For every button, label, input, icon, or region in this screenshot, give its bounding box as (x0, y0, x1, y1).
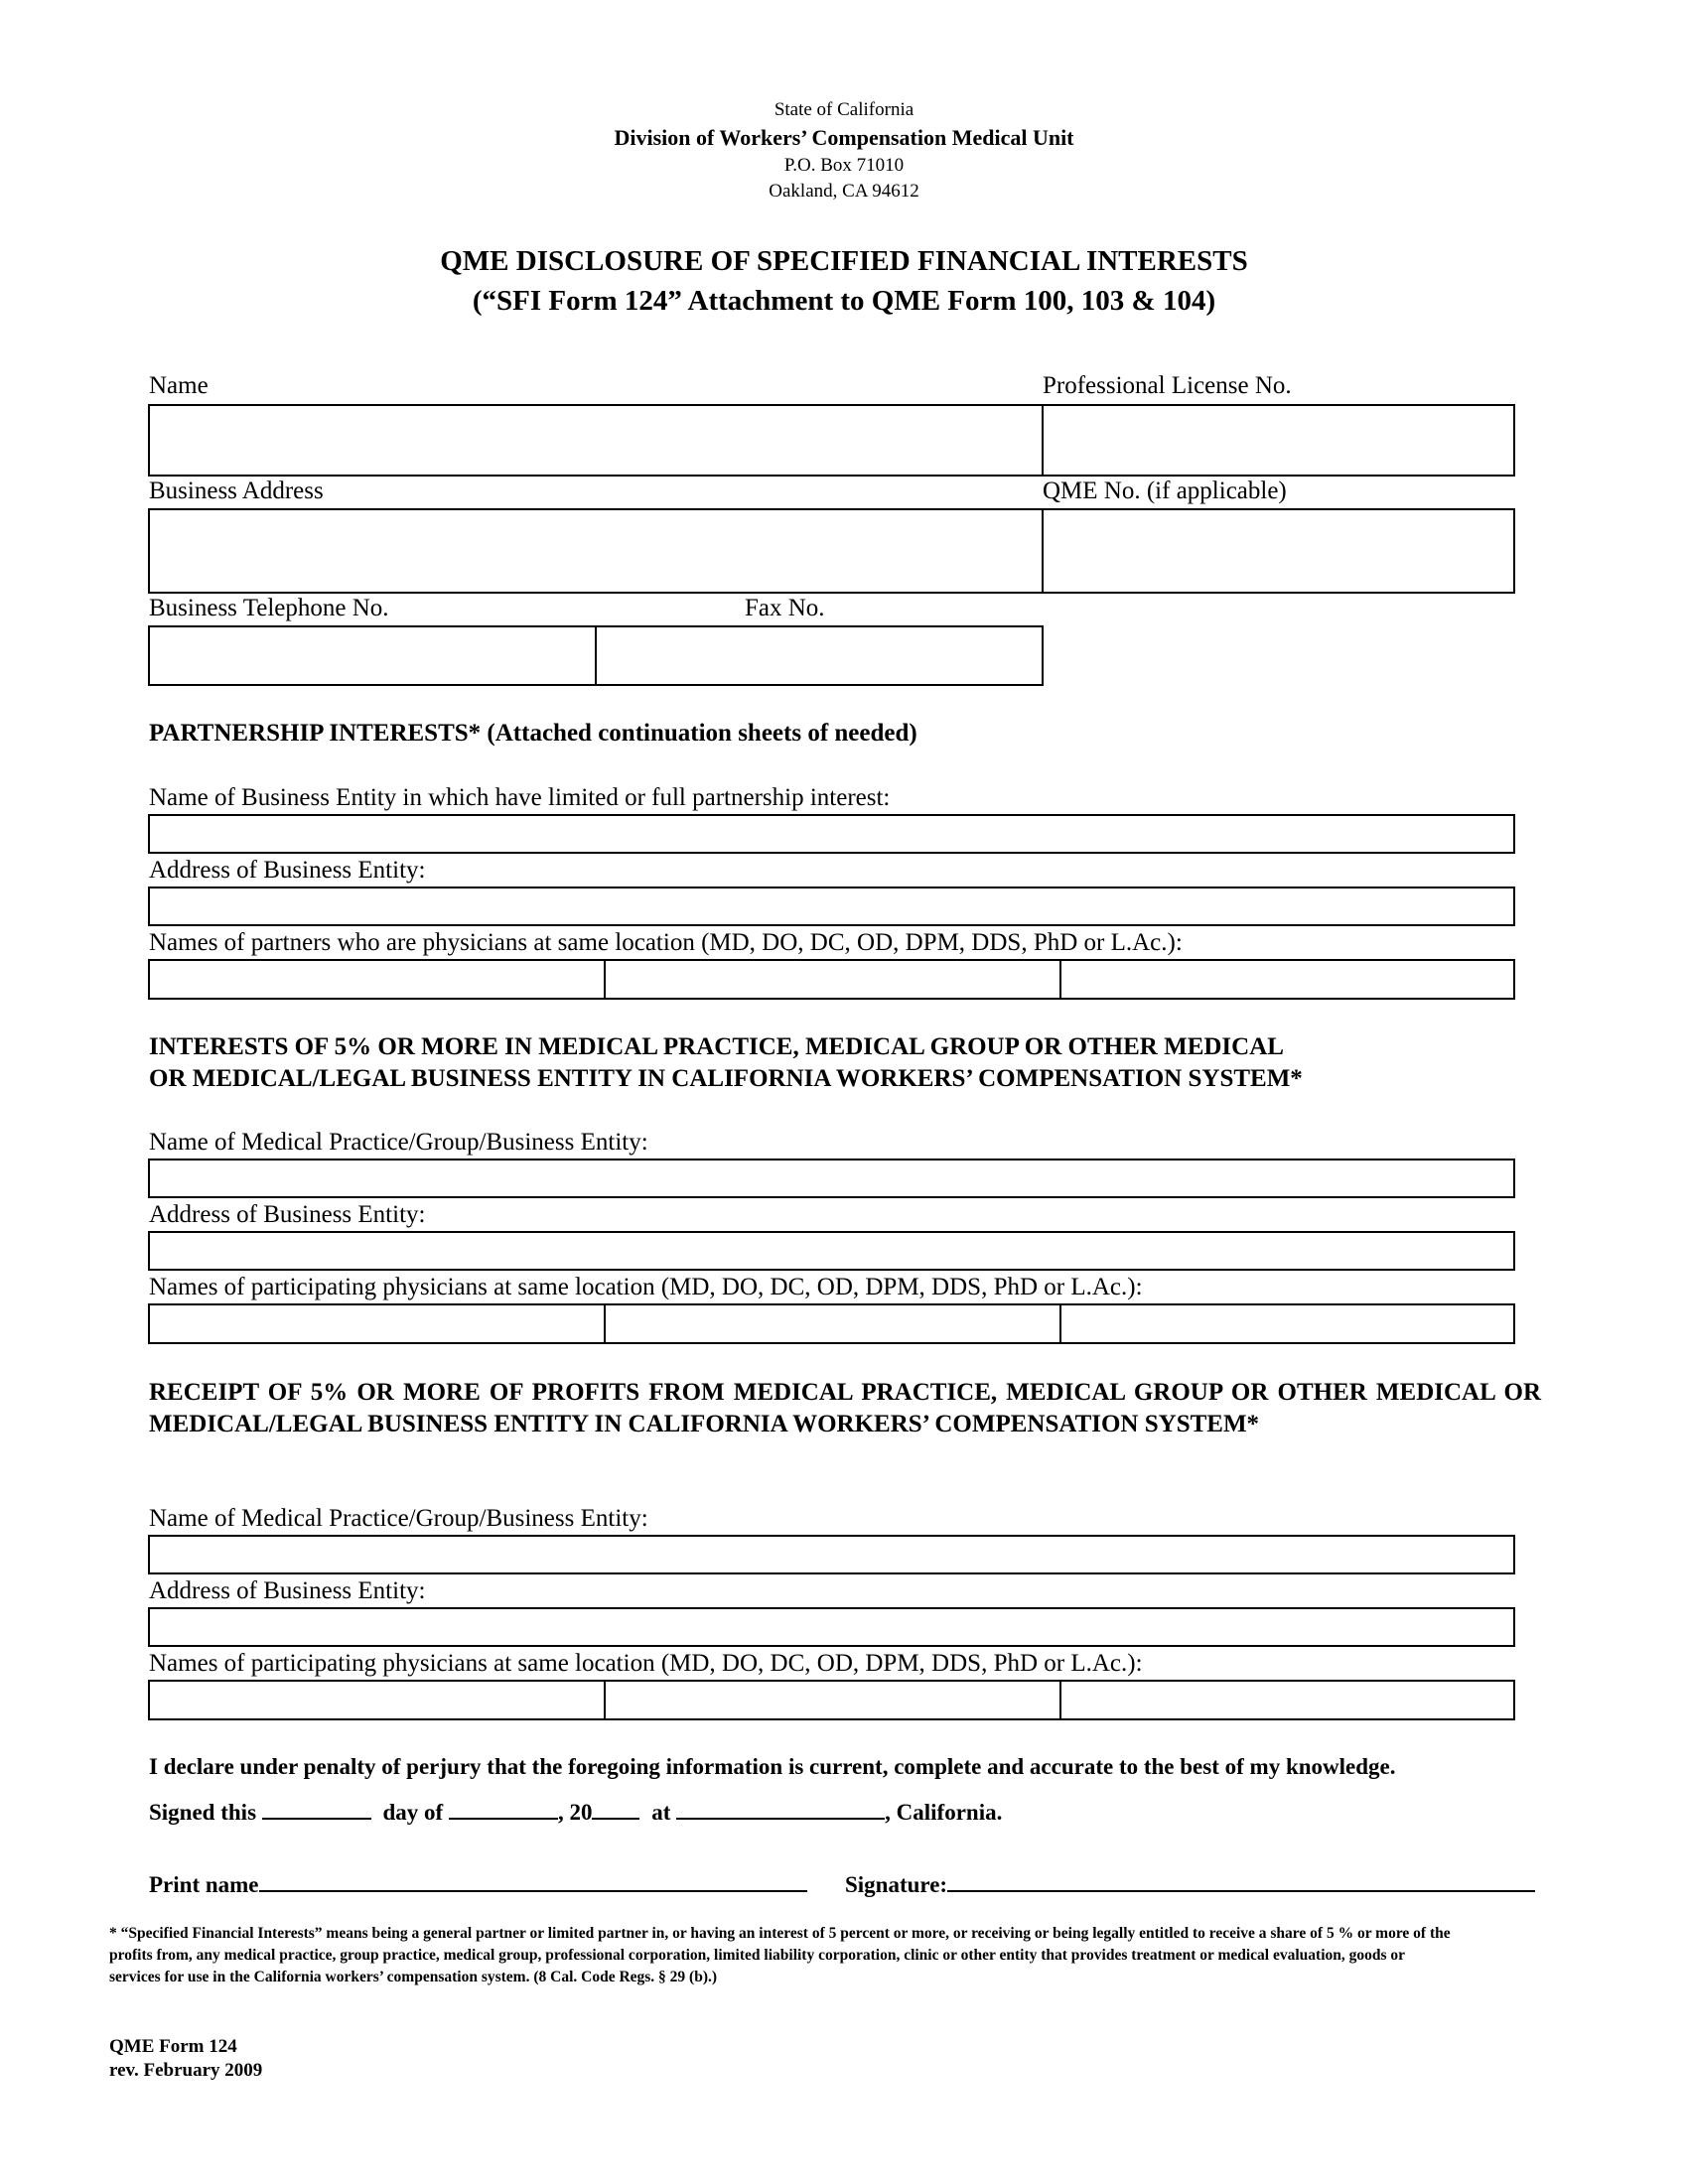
interests-physician-field-1[interactable] (148, 1303, 606, 1344)
name-label: Name (149, 372, 209, 399)
at-label: at (651, 1800, 671, 1825)
interests-physician-field-2[interactable] (604, 1303, 1061, 1344)
interests-physician-field-3[interactable] (1059, 1303, 1515, 1344)
day-of-label: day of (382, 1800, 444, 1825)
partnership-entity-field[interactable] (148, 814, 1515, 854)
receipt-heading: RECEIPT OF 5% OR MORE OF PROFITS FROM MEDICAL PRACTICE, MEDICAL GROUP OR OTHER MEDICAL OR MEDICAL/LEGAL BUSINESS ENTITY IN CALIFORNIA WORKERS’ COMPENSATION SYSTEM* (149, 1379, 1541, 1437)
header-state: State of California (774, 99, 914, 120)
receipt-physician-field-1[interactable] (148, 1680, 606, 1720)
receipt-address-label: Address of Business Entity: (149, 1577, 426, 1604)
header-po-box: P.O. Box 71010 (783, 155, 905, 176)
license-label: Professional License No. (1043, 372, 1292, 399)
receipt-physician-field-2[interactable] (604, 1680, 1061, 1720)
interests-heading-line2: OR MEDICAL/LEGAL BUSINESS ENTITY IN CALIFORNIA WORKERS’ COMPENSATION SYSTEM* (149, 1065, 1303, 1092)
receipt-entity-field[interactable] (148, 1535, 1515, 1574)
fax-field[interactable] (595, 625, 1044, 686)
partnership-address-field[interactable] (148, 887, 1515, 926)
partner-field-1[interactable] (148, 959, 606, 1000)
signed-year-field[interactable] (592, 1794, 639, 1820)
interests-address-field[interactable] (148, 1231, 1515, 1271)
receipt-physician-field-3[interactable] (1059, 1680, 1515, 1720)
signature-label: Signature: (845, 1872, 948, 1897)
signed-month-field[interactable] (449, 1794, 558, 1820)
interests-heading-line1: INTERESTS OF 5% OR MORE IN MEDICAL PRACTICE, MEDICAL GROUP OR OTHER MEDICAL (149, 1033, 1284, 1060)
form-revision: rev. February 2009 (109, 2060, 263, 2081)
signature-line (845, 1866, 1535, 1900)
partnership-address-label: Address of Business Entity: (149, 857, 426, 884)
california-label: , California. (885, 1800, 1003, 1825)
fax-label: Fax No. (745, 595, 825, 621)
license-field[interactable] (1042, 404, 1515, 477)
business-address-field[interactable] (148, 508, 1044, 594)
print-name-line (149, 1866, 807, 1900)
form-number: QME Form 124 (109, 2036, 237, 2057)
partner-field-3[interactable] (1059, 959, 1515, 1000)
interests-entity-label: Name of Medical Practice/Group/Business Entity: (149, 1129, 648, 1156)
signature-field[interactable] (947, 1866, 1535, 1892)
header-city: Oakland, CA 94612 (769, 181, 919, 202)
print-name-label: Print name (149, 1872, 259, 1897)
form-subtitle: (“SFI Form 124” Attachment to QME Form 100, 103 & 104) (472, 285, 1216, 317)
interests-entity-field[interactable] (148, 1159, 1515, 1198)
partner-field-2[interactable] (604, 959, 1061, 1000)
declaration-statement: I declare under penalty of perjury that the foregoing information is current, complete and accurate to the best of my knowledge. (149, 1754, 1396, 1779)
qme-number-field[interactable] (1042, 508, 1515, 594)
qme-number-label: QME No. (if applicable) (1043, 478, 1287, 504)
receipt-address-field[interactable] (148, 1607, 1515, 1647)
form-title: QME DISCLOSURE OF SPECIFIED FINANCIAL INTERESTS (440, 245, 1248, 277)
print-name-field[interactable] (259, 1866, 807, 1892)
partnership-heading: PARTNERSHIP INTERESTS* (Attached continuation sheets of needed) (149, 720, 917, 747)
signed-location-field[interactable] (676, 1794, 885, 1820)
interests-physicians-label: Names of participating physicians at same location (MD, DO, DC, OD, DPM, DDS, PhD or L.Ac.): (149, 1274, 1143, 1300)
interests-address-label: Address of Business Entity: (149, 1201, 426, 1228)
year-prefix-label: , 20 (557, 1800, 593, 1825)
receipt-entity-label: Name of Medical Practice/Group/Business Entity: (149, 1505, 648, 1532)
partnership-entity-label: Name of Business Entity in which have limited or full partnership interest: (149, 784, 891, 811)
receipt-physicians-label: Names of participating physicians at same location (MD, DO, DC, OD, DPM, DDS, PhD or L.Ac.): (149, 1650, 1143, 1677)
telephone-field[interactable] (148, 625, 597, 686)
signed-day-field[interactable] (262, 1794, 371, 1820)
business-address-label: Business Address (149, 478, 324, 504)
partners-label: Names of partners who are physicians at same location (MD, DO, DC, OD, DPM, DDS, PhD or L.Ac.): (149, 929, 1183, 956)
footnote: * “Specified Financial Interests” means being a general partner or limited partner in, or having an interest of 5 percent or more, or receiving or being legally entitled to receive a share of 5 % or more of the profits from, any medical practice, group practice, medical group, professional corporation, limited liability corporation, clinic or other entity that provides treatment or medical evaluation, goods or services for use in the California workers’ compensation system. (8 Cal. Code Regs. § 29 (b).) (109, 1925, 1451, 1985)
header-division: Division of Workers’ Compensation Medical Unit (614, 125, 1074, 150)
signed-line (149, 1794, 1002, 1828)
name-field[interactable] (148, 404, 1044, 477)
telephone-label: Business Telephone No. (149, 595, 389, 621)
signed-this-label: Signed this (149, 1800, 257, 1825)
